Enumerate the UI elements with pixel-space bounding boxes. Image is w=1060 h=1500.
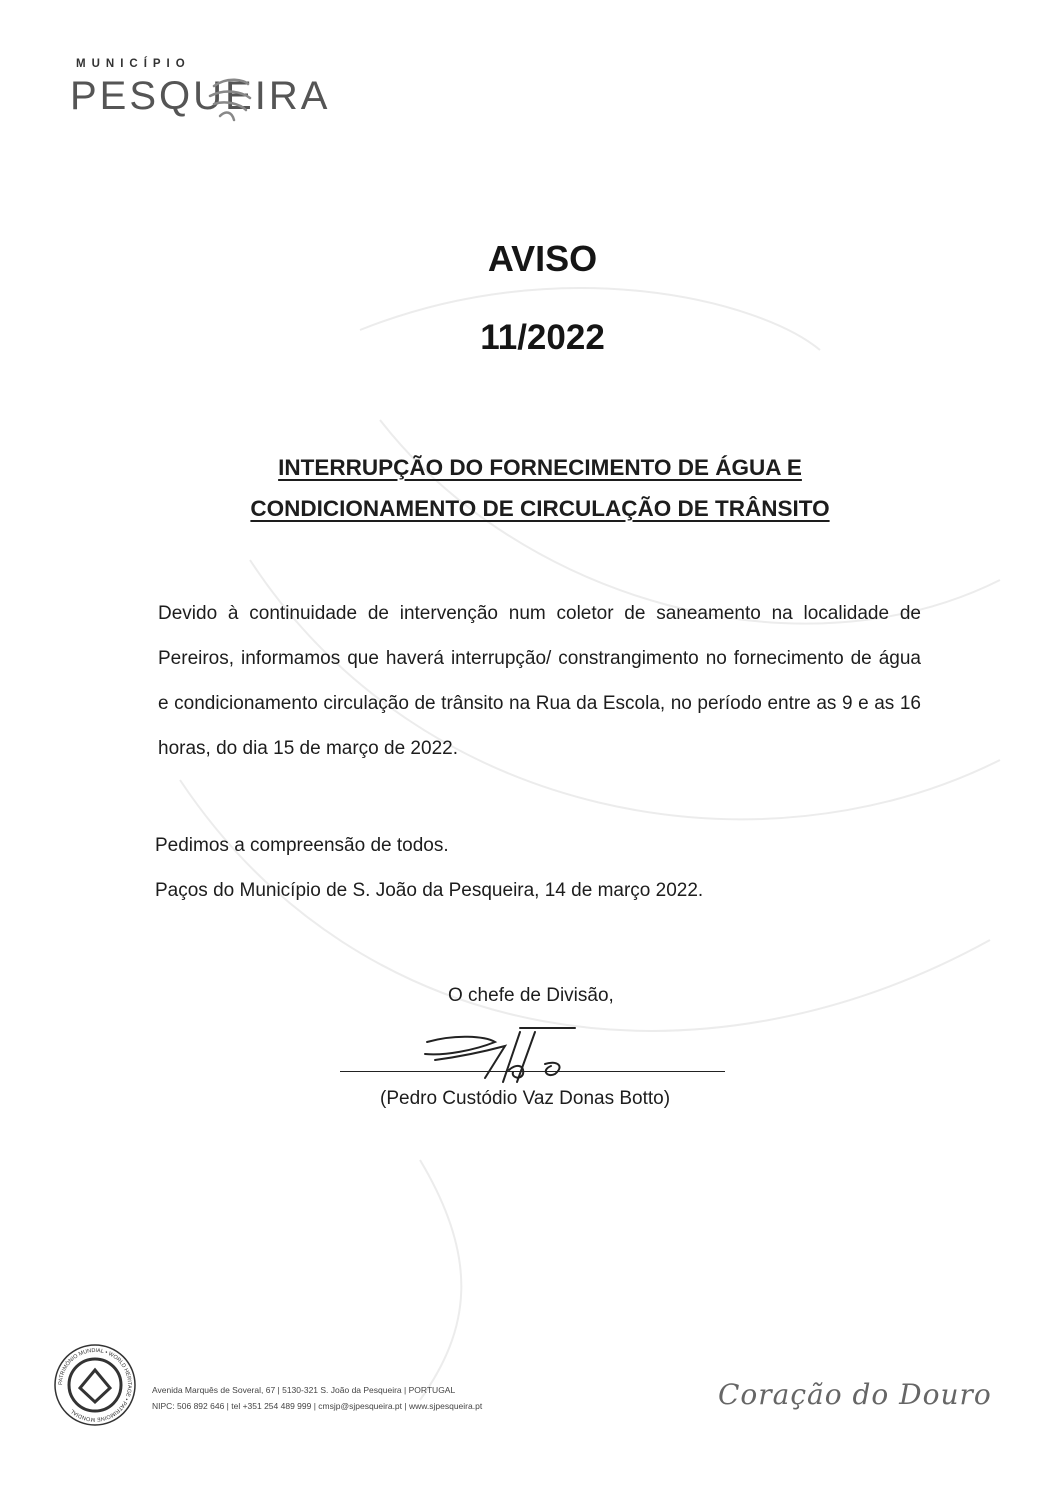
- footer-address: Avenida Marquês de Soveral, 67 | 5130-321 S. João da Pesqueira | PORTUGAL: [152, 1385, 456, 1395]
- logo-swirl-icon: [200, 68, 260, 128]
- seal-text: PATRIMÓNIO MUNDIAL • WORLD HERITAGE • PATRIMOINE MONDIAL: [57, 1347, 133, 1423]
- footer-slogan: Coração do Douro: [718, 1378, 992, 1411]
- signatory-name: (Pedro Custódio Vaz Donas Botto): [380, 1088, 671, 1109]
- signature-line: [340, 1071, 725, 1072]
- municipality-logo: [70, 50, 390, 130]
- handwritten-signature-icon: [405, 1020, 615, 1090]
- heading-line-2: CONDICIONAMENTO DE CIRCULAÇÃO DE TRÂNSITO: [250, 496, 830, 521]
- notice-body: Devido à continuidade de intervenção num coletor de saneamento na localidade de Pereiros, informamos que haverá interrupção/ constrangimento no fornecimento de água e condicionamento circulação de trânsito na Rua da Escola, no período entre as 9 e as 16 horas, do dia 15 de março de 2022.: [158, 603, 921, 759]
- footer-contacts: NIPC: 506 892 646 | tel +351 254 489 999 | cmsjp@sjpesqueira.pt | www.sjpesqueira.pt: [152, 1401, 483, 1411]
- world-heritage-seal-icon: [50, 1340, 140, 1430]
- notice-number: 11/2022: [480, 318, 605, 357]
- notice-heading: [150, 447, 930, 529]
- closing-text: Pedimos a compreensão de todos.: [155, 835, 449, 856]
- logo-name-text: PESQUEIRA: [70, 74, 331, 118]
- signatory-role: O chefe de Divisão,: [448, 985, 614, 1006]
- notice-title: AVISO: [487, 238, 598, 279]
- place-date: Paços do Município de S. João da Pesqueira, 14 de março 2022.: [155, 880, 704, 901]
- heading-line-1: INTERRUPÇÃO DO FORNECIMENTO DE ÁGUA E: [278, 455, 802, 480]
- footer-address-block: [152, 1382, 482, 1414]
- logo-municipio-text: MUNICÍPIO: [76, 58, 191, 70]
